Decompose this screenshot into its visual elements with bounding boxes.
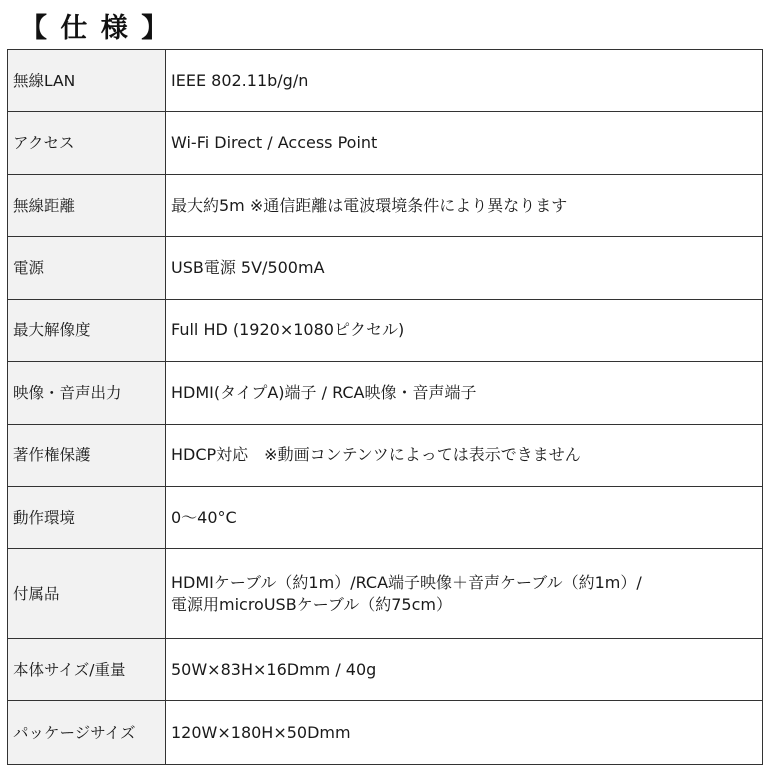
table-row: [8, 237, 763, 299]
row-label-av-output: 映像・音声出力: [8, 362, 166, 424]
row-value-copyright-protection: HDCP対応 ※動画コンテンツによっては表示できません: [166, 424, 763, 486]
table-row: [8, 639, 763, 701]
table-row: [8, 486, 763, 548]
row-value-access: Wi-Fi Direct / Access Point: [166, 112, 763, 174]
row-label-body-size-weight: 本体サイズ/重量: [8, 639, 166, 701]
spec-table: [7, 49, 763, 765]
row-value-wireless-lan: IEEE 802.11b/g/n: [166, 50, 763, 112]
row-label-max-resolution: 最大解像度: [8, 299, 166, 361]
row-label-wireless-range: 無線距離: [8, 174, 166, 236]
row-label-operating-environment: 動作環境: [8, 486, 166, 548]
row-value-wireless-range: 最大約5m ※通信距離は電波環境条件により異なります: [166, 174, 763, 236]
row-value-power: USB電源 5V/500mA: [166, 237, 763, 299]
page-title: 【 仕 様 】: [20, 13, 171, 44]
row-value-body-size-weight: 50W×83H×16Dmm / 40g: [166, 639, 763, 701]
row-value-operating-environment: 0〜40°C: [166, 486, 763, 548]
row-label-package-size: パッケージサイズ: [8, 701, 166, 765]
row-label-accessories: 付属品: [8, 549, 166, 639]
row-value-package-size: 120W×180H×50Dmm: [166, 701, 763, 765]
row-label-power: 電源: [8, 237, 166, 299]
table-row: [8, 362, 763, 424]
table-row: [8, 701, 763, 765]
row-label-wireless-lan: 無線LAN: [8, 50, 166, 112]
row-label-access: アクセス: [8, 112, 166, 174]
table-row: [8, 549, 763, 639]
table-row: [8, 112, 763, 174]
row-label-copyright-protection: 著作権保護: [8, 424, 166, 486]
table-row: [8, 299, 763, 361]
row-value-max-resolution: Full HD (1920×1080ピクセル): [166, 299, 763, 361]
table-row: [8, 174, 763, 236]
row-value-av-output: HDMI(タイプA)端子 / RCA映像・音声端子: [166, 362, 763, 424]
table-row: [8, 50, 763, 112]
table-row: [8, 424, 763, 486]
row-value-accessories: HDMIケーブル（約1m）/RCA端子映像＋音声ケーブル（約1m）/ 電源用microUSBケーブル（約75cm）: [166, 549, 763, 639]
